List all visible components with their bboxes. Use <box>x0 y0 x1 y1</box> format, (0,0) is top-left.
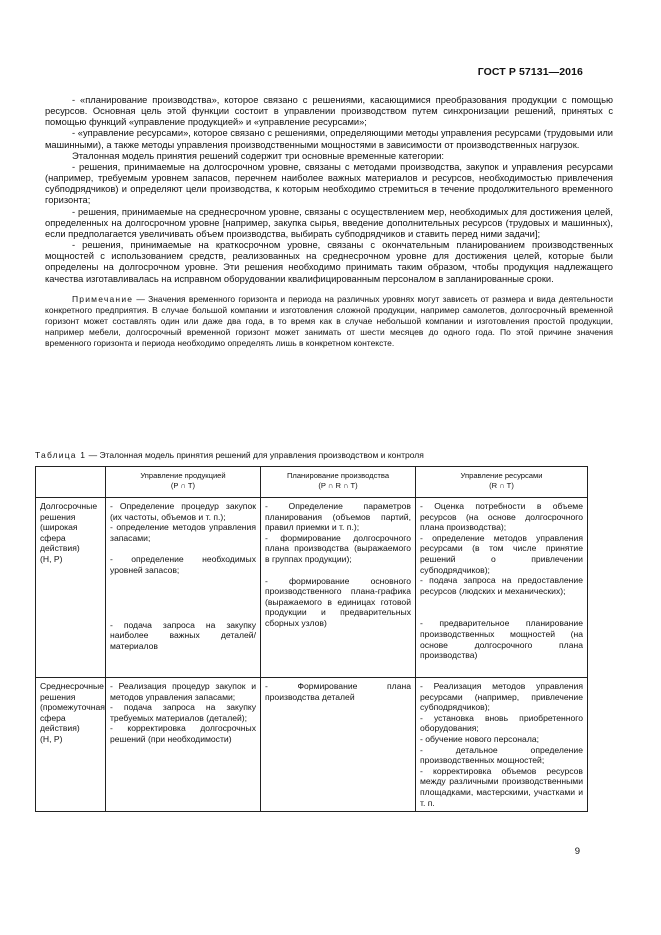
cell-item: - подача запроса на закупку требуемых материалов (деталей); <box>110 702 256 723</box>
note <box>45 294 613 349</box>
cell-item: - корректировка объемов ресурсов между различными производственными площадками, мастерскими, участками и т. п. <box>420 765 583 808</box>
cell-item: - подача запроса на предоставление ресурсов (людских и механических); <box>420 575 583 596</box>
column-header <box>261 467 416 498</box>
table-cell <box>261 498 416 678</box>
cell-item: - формирование долгосрочного плана производства (выражаемого в группах продукции); <box>265 532 411 564</box>
cell-item: - Реализация процедур закупок и методов управления запасами; <box>110 681 256 702</box>
cell-item: - корректировка долгосрочных решений (при необходимости) <box>110 723 256 744</box>
column-header-sub: (R ∩ T) <box>489 480 514 490</box>
cell-item: - детальное определение производственных мощностей; <box>420 744 583 766</box>
row-header-title: Среднесрочные решения (промежуточная сфера действия) <box>40 681 105 734</box>
cell-item: - формирование основного производственного плана-графика (выражаемого в единицах готовой продукции и предварительных сборных узлов) <box>265 575 411 628</box>
table-cell <box>416 498 588 678</box>
note-text: — Значения временного горизонта и периода на различных уровнях могут зависеть от размера и вида деятельности конкретного предприятия. В случае большой компании и изготовления сложной продукции, например самолетов, долгосрочный временной горизонт может составлять один или даже два года, в то время как в случае небольшой компании и изготовления простой продукции, например мебели, долгосрочный временной горизонт может занимать от шести месяцев до одного года. По этой причине значения временного горизонта и периода необходимо определять лишь в конкретном контексте. <box>45 293 613 349</box>
cell-item: - определение методов управления запасами; <box>110 522 256 543</box>
row-header <box>36 678 106 812</box>
cell-item: - подача запроса на закупку наиболее важных деталей/материалов <box>110 619 256 651</box>
cell-item: - Оценка потребности в объеме ресурсов (на основе долгосрочного плана производства); <box>420 501 583 533</box>
cell-item: - Определение процедур закупок (их частоты, объемов и т. п.); <box>110 501 256 522</box>
column-header <box>106 467 261 498</box>
table-row <box>36 678 588 812</box>
table-caption-text: — Эталонная модель принятия решений для управления производством и контроля <box>86 450 424 460</box>
column-header-title: Планирование производства <box>286 471 390 480</box>
cell-item: - установка вновь приобретенного оборудования; <box>420 712 583 734</box>
column-header-sub: (P ∩ R ∩ T) <box>318 480 358 490</box>
paragraph: - решения, принимаемые на среднесрочном уровне, связаны с осуществлением мер, необходимых для достижения целей, определенных на долгосрочном уровне [например, закупка сырья, введение дополнительных ресурсов (трудовых и машинных), если предполагается увеличивать объем производства, выбирать субподрядчиков и ставить перед ними задачи]; <box>45 206 613 239</box>
body-text <box>45 95 613 349</box>
table-caption <box>35 450 424 460</box>
paragraph: - «планирование производства», которое связано с решениями, касающимися преобразования продукции с помощью ресурсов. Основная цель этой функции состоит в управлении производством путем синхронизации решений, принятых с помощью функций «управление продукцией» и «управление ресурсами»; <box>45 95 613 128</box>
cell-item: - предварительное планирование производственных мощностей (на основе долгосрочного плана производства) <box>420 618 583 661</box>
paragraph: - «управление ресурсами», которое связано с решениями, определяющими методы управления ресурсами (трудовыми или машинными), а также методы управления производственными мощностями в зависимости от производственных нагрузок. <box>45 128 613 150</box>
paragraph: - решения, принимаемые на долгосрочном уровне, связаны с методами производства, закупок и управления ресурсами (например, требуемым уровнем запасов, перечнем наиболее важных материалов и ресурсов, необходимостью привлечения субподрядчиков) и определяют цели производства, к которым необходимо стремиться в течение продолжительного временного горизонта; <box>45 161 613 206</box>
table-cell <box>261 678 416 812</box>
note-label: Примечание <box>72 293 134 304</box>
cell-item: - обучение нового персонала; <box>420 733 540 744</box>
table-caption-label: Таблица 1 <box>35 450 87 460</box>
row-header <box>36 498 106 678</box>
column-header-sub: (P ∩ T) <box>170 480 196 490</box>
column-header-title: Управление продукцией <box>140 471 226 480</box>
column-header-title: Управление ресурсами <box>460 471 543 480</box>
page-number: 9 <box>574 846 580 857</box>
cell-item: - определение необходимых уровней запасов; <box>110 554 256 575</box>
row-header-code: (H, P) <box>40 733 63 744</box>
row-header-code: (H, P) <box>40 553 63 564</box>
table-cell <box>416 678 588 812</box>
document-header: ГОСТ Р 57131—2016 <box>477 66 583 78</box>
paragraph: Эталонная модель принятия решений содержит три основные временные категории: <box>72 150 445 161</box>
cell-item: - Формирование плана производства деталей <box>265 681 411 702</box>
cell-item: - Реализация методов управления ресурсами (например, привлечение субподрядчиков); <box>420 681 583 713</box>
row-header-title: Долгосрочные решения (широкая сфера действия) <box>40 501 98 554</box>
table-row <box>36 498 588 678</box>
cell-item: - Определение параметров планирования (объемов партий, правил приемки и т. п.); <box>265 501 411 533</box>
table-header-row <box>36 467 588 498</box>
column-header <box>416 467 588 498</box>
cell-item: - определение методов управления ресурсами (в том числе принятие решений о привлечении субподрядчиков); <box>420 532 583 575</box>
decision-model-table <box>35 466 588 812</box>
table-cell <box>106 678 261 812</box>
table-cell <box>106 498 261 678</box>
paragraph: - решения, принимаемые на краткосрочном уровне, связаны с окончательным планированием производственных мощностей с использованием средств, реализованных на среднесрочном уровне для достижения целей, которые были определены на долгосрочном уровне. Эти решения необходимо принимать таким образом, чтобы продукция надлежащего качества изготавливалась на исправном оборудовании квалифицированным персоналом в запланированные сроки. <box>45 240 613 284</box>
table-header-corner <box>36 467 106 498</box>
